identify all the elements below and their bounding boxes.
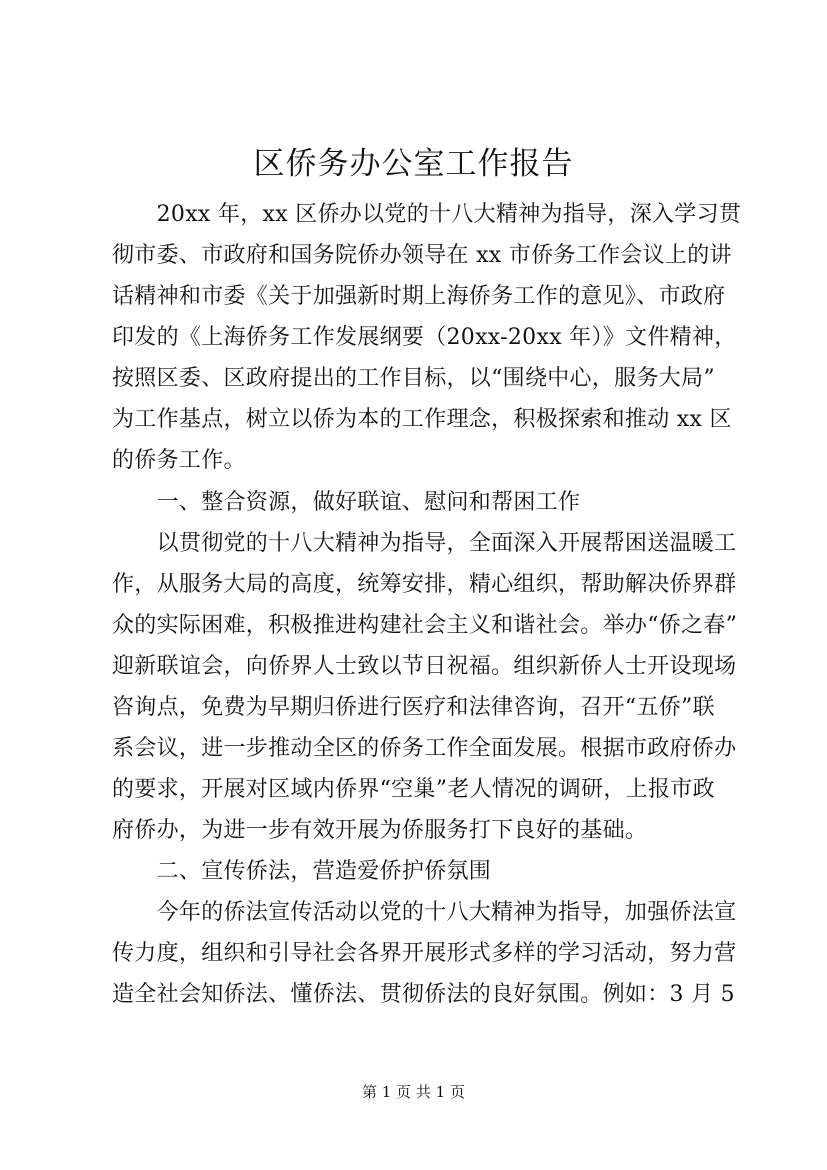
- text-line: 府侨办，为进一步有效开展为侨服务打下良好的基础。: [112, 818, 648, 843]
- text-line: 彻市委、市政府和国务院侨办领导在 xx 市侨务工作会议上的讲: [112, 243, 732, 268]
- text-line: 造全社会知侨法、懂侨法、贯彻侨法的良好氛围。例如：3 月 5: [112, 982, 735, 1007]
- text-line: 众的实际困难，积极推进构建社会主义和谐社会。举办“侨之春”: [112, 613, 738, 638]
- text-line: 的要求，开展对区域内侨界“空巢”老人情况的调研，上报市政: [112, 777, 715, 802]
- text-line: 迎新联谊会，向侨界人士致以节日祝福。组织新侨人士开设现场: [112, 654, 737, 679]
- text-line: 咨询点，免费为早期归侨进行医疗和法律咨询，召开“五侨”联: [112, 695, 715, 720]
- text-line: 印发的《上海侨务工作发展纲要（20xx-20xx 年）》文件精神，: [112, 325, 737, 350]
- text-line: 作，从服务大局的高度，统筹安排，精心组织，帮助解决侨界群: [112, 572, 737, 597]
- text-line: 今年的侨法宣传活动以党的十八大精神为指导，加强侨法宣: [112, 900, 737, 925]
- text-line: 传力度，组织和引导社会各界开展形式多样的学习活动，努力营: [112, 941, 737, 966]
- text-line: 话精神和市委《关于加强新时期上海侨务工作的意见》、市政府: [112, 284, 726, 309]
- text-line: 按照区委、区政府提出的工作目标，以“围绕中心，服务大局”: [112, 366, 715, 391]
- text-line: 以贯彻党的十八大精神为指导，全面深入开展帮困送温暖工: [112, 531, 737, 556]
- text-line: 为工作基点，树立以侨为本的工作理念，积极探索和推动 xx 区: [112, 407, 732, 432]
- page-footer: 第 1 页 共 1 页: [362, 1083, 465, 1101]
- section-heading: 二、宣传侨法，营造爱侨护侨氛围: [112, 859, 492, 884]
- text-line: 系会议，进一步推动全区的侨务工作全面发展。根据市政府侨办: [112, 736, 737, 761]
- page-title: 区侨务办公室工作报告: [253, 146, 574, 182]
- text-line: 的侨务工作。: [112, 448, 246, 473]
- text-line: 20xx 年，xx 区侨办以党的十八大精神为指导，深入学习贯: [112, 202, 742, 227]
- section-heading: 一、整合资源，做好联谊、慰问和帮困工作: [112, 490, 581, 515]
